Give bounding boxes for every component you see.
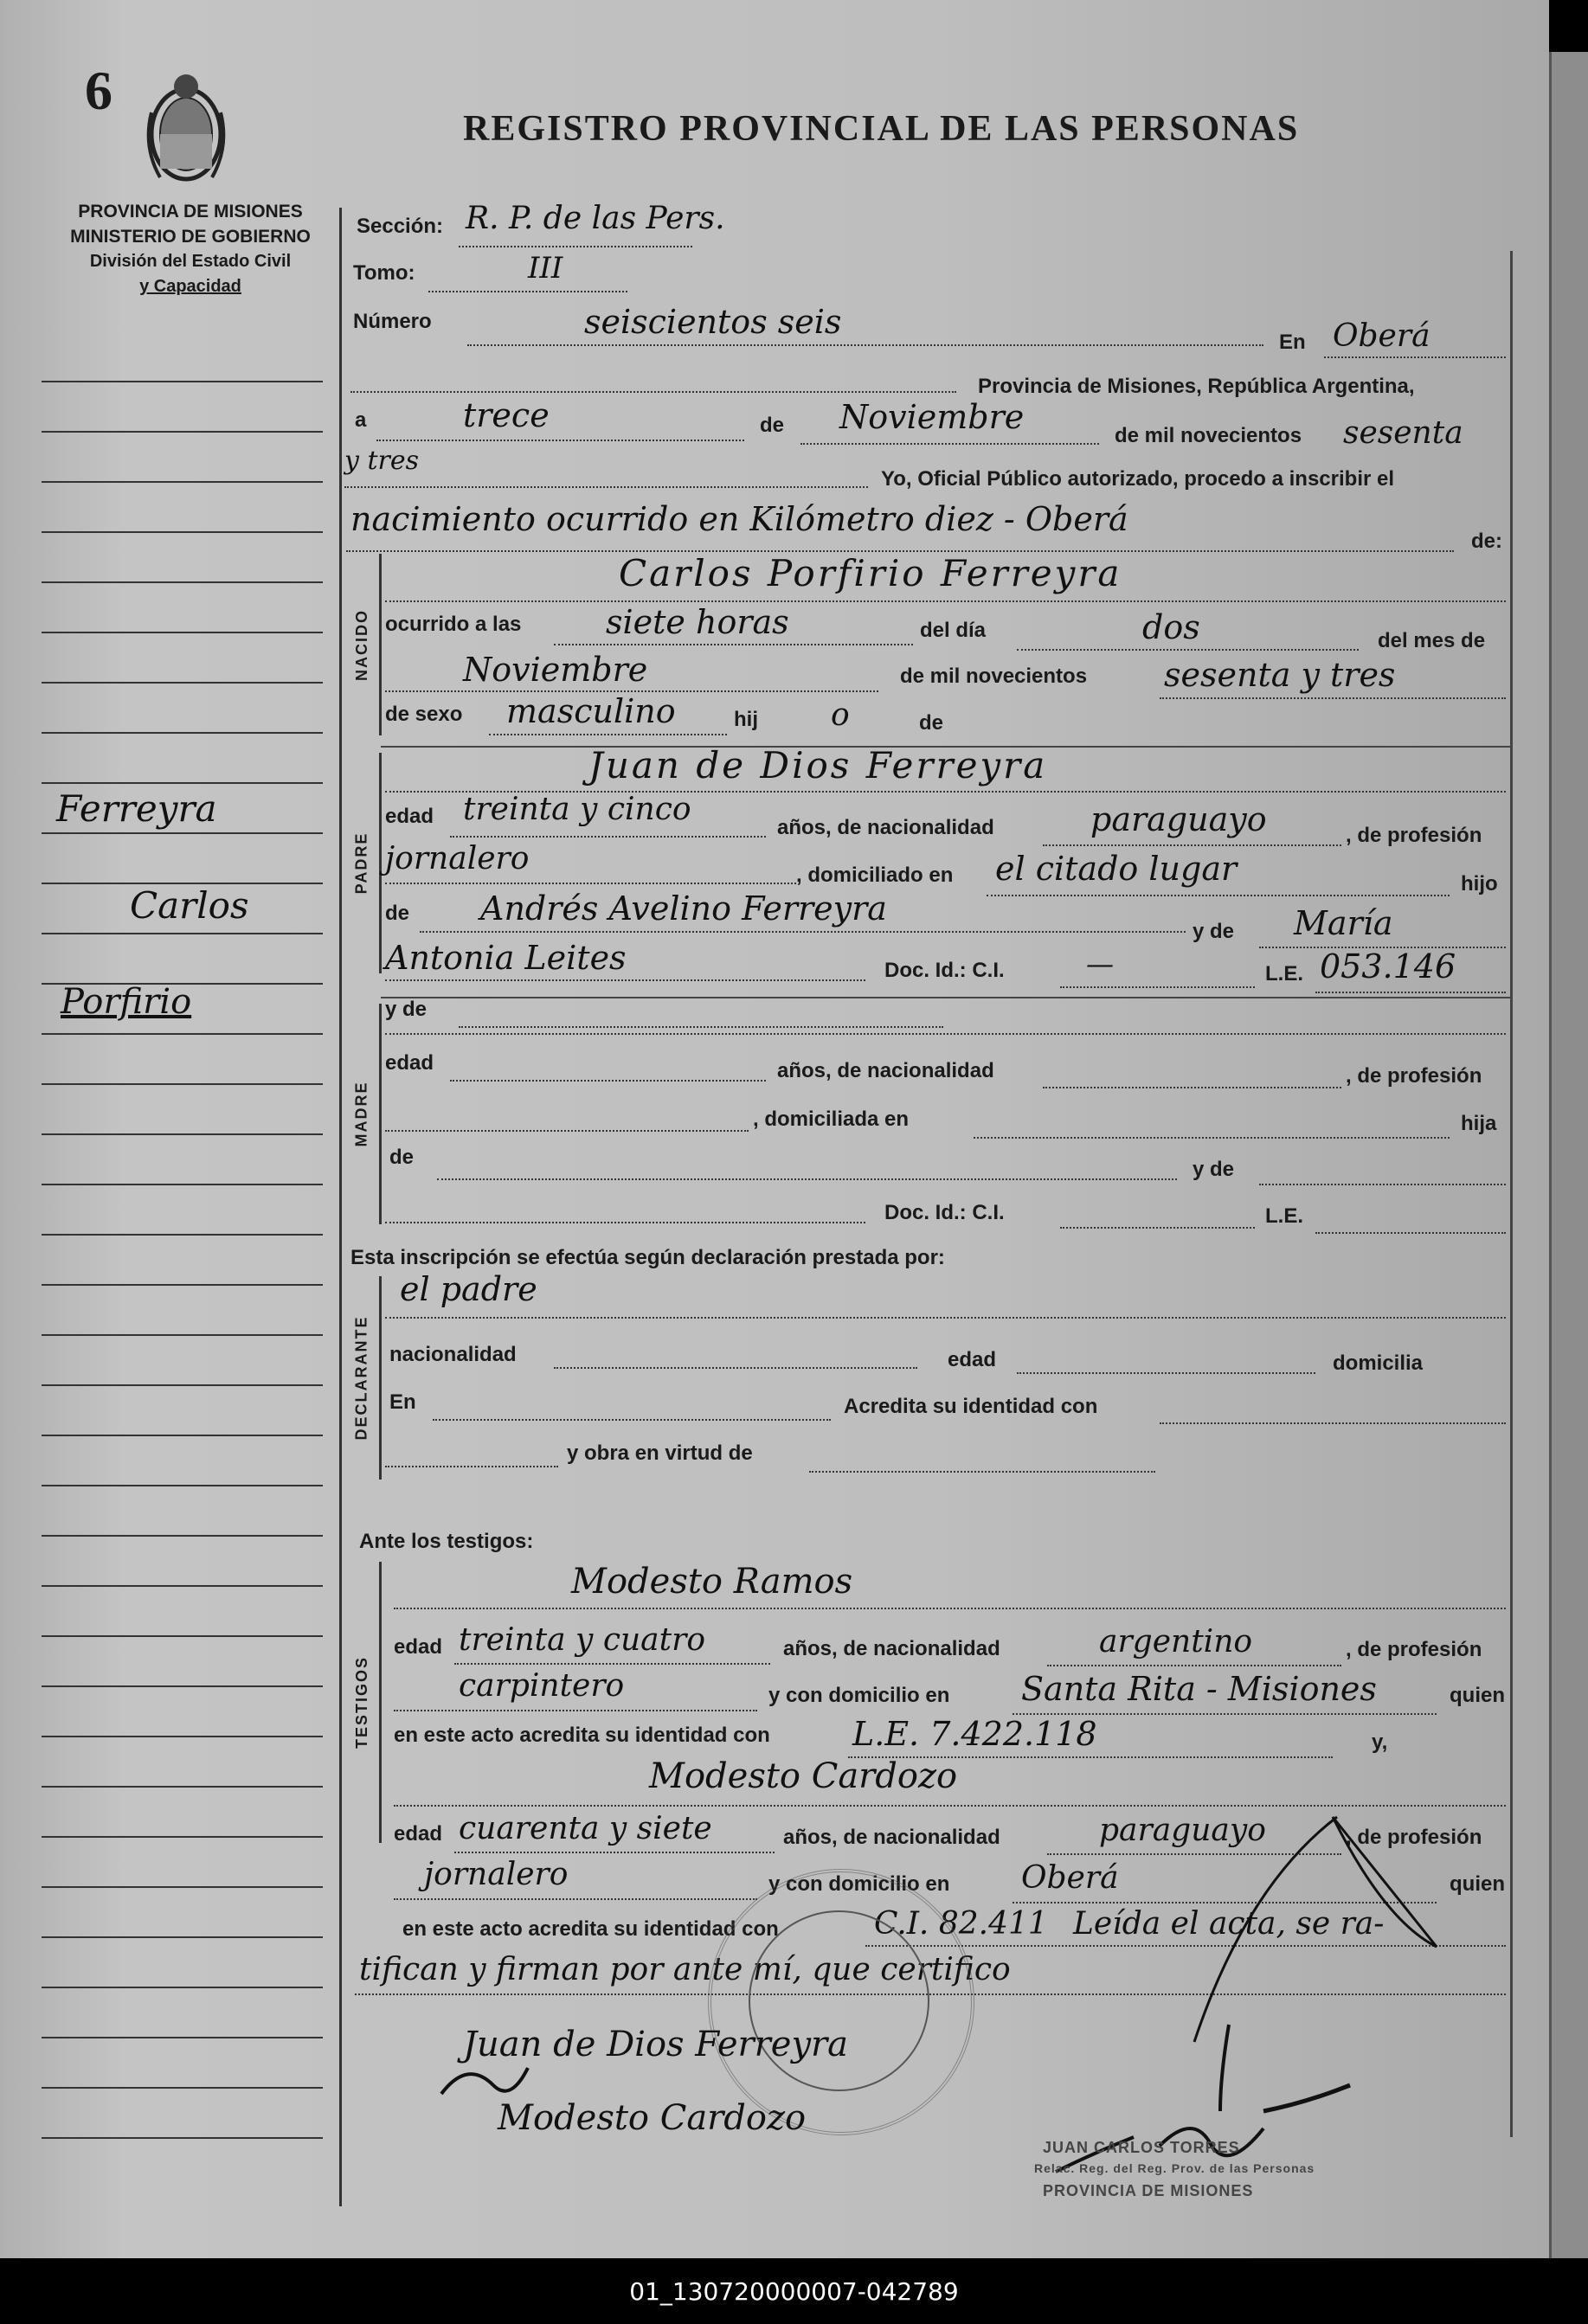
lugar-value: Oberá: [1333, 318, 1430, 354]
testigo2-nac: paraguayo: [1099, 1813, 1266, 1848]
dia-value: trece: [463, 396, 550, 434]
margin-rule: [42, 2037, 323, 2038]
cierre-linea2: tifican y firman por ante mí, que certifico: [359, 1952, 1011, 1987]
margin-rule: [42, 782, 323, 784]
margin-rule: [42, 1184, 323, 1185]
margin-rule: [42, 1886, 323, 1888]
margin-rule: [42, 1334, 323, 1336]
section-padre: PADRE: [352, 831, 370, 895]
testigo2-profesion: jornalero: [424, 1857, 569, 1892]
margin-rule: [42, 2137, 323, 2139]
declarante-dom-label: domicilia: [1333, 1351, 1424, 1375]
padre-profesion-value: jornalero: [385, 841, 530, 876]
ante-testigos-label: Ante los testigos:: [359, 1530, 534, 1553]
margin-rule: [42, 531, 323, 533]
tomo-value: III: [528, 251, 563, 286]
image-caption: 01_130720000007-042789: [629, 2277, 959, 2306]
signature-witness: Modesto Cardozo: [498, 2098, 807, 2138]
margin-surname: Ferreyra: [56, 787, 217, 830]
anio-b-value: y tres: [344, 446, 420, 476]
margin-rule: [42, 1786, 323, 1788]
margin-rule: [42, 1435, 323, 1436]
section-madre: MADRE: [352, 1081, 370, 1147]
margin-rule: [42, 933, 323, 934]
seccion-label: Sección:: [357, 215, 444, 238]
margin-middle-name: Porfirio: [61, 982, 192, 1022]
padre-y-de-label: y de: [1193, 920, 1235, 943]
mes-nac-value: Noviembre: [463, 651, 648, 689]
en-label: En: [1279, 331, 1306, 354]
padre-le-value: 053.146: [1320, 947, 1456, 985]
padre-domicilio-value: el citado lugar: [995, 850, 1238, 888]
testigo1-quien-label: quien: [1450, 1684, 1505, 1707]
margin-rule: [42, 632, 323, 633]
yo-oficial-label: Yo, Oficial Público autorizado, procedo a inscribir el: [881, 467, 1395, 491]
province-line: PROVINCIA DE MISIONES: [78, 202, 303, 221]
testigo2-edad: cuarenta y siete: [459, 1811, 712, 1846]
a-label: a: [355, 408, 367, 432]
margin-rule: [42, 581, 323, 583]
hija-label: hija: [1461, 1112, 1497, 1135]
padre-edad-label: edad: [385, 805, 434, 828]
margin-rule: [42, 1936, 323, 1938]
dia-nac-value: dos: [1142, 608, 1200, 646]
testigo1-edad-label: edad: [394, 1635, 443, 1659]
stamp-official-name: JUAN CARLOS TORRES: [1043, 2139, 1240, 2156]
del-dia-label: del día: [920, 619, 987, 642]
domiciliada-label: , domiciliada en: [753, 1107, 910, 1131]
testigo2-anos-label: años, de nacionalidad: [783, 1826, 1000, 1849]
book-spine-edge: [1549, 52, 1588, 2258]
margin-rule: [42, 682, 323, 684]
padre-prof-label: , de profesión: [1346, 824, 1482, 847]
margin-rule: [42, 1987, 323, 1988]
signature-strokes: [415, 1782, 1506, 2189]
margin-rule: [42, 1234, 323, 1236]
sexo-label: de sexo: [385, 703, 463, 726]
testigo1-nac: argentino: [1099, 1624, 1253, 1660]
section-nacido: NACIDO: [352, 608, 370, 681]
margin-rule: [42, 1836, 323, 1838]
madre-prof-label: , de profesión: [1346, 1064, 1482, 1088]
stamp-province: PROVINCIA DE MISIONES: [1043, 2182, 1254, 2199]
margin-rule: [42, 1635, 323, 1637]
declarante-edad-label: edad: [948, 1348, 997, 1371]
acredita-label: Acredita su identidad con: [844, 1395, 1098, 1418]
madre-doc-label: Doc. Id.: C.I.: [884, 1201, 1005, 1224]
madre-le-label: L.E.: [1265, 1204, 1304, 1228]
testigo2-acto-label: en este acto acredita su identidad con: [402, 1917, 779, 1941]
domiciliado-label: , domiciliado en: [796, 863, 954, 887]
seccion-value: R. P. de las Pers.: [466, 201, 725, 236]
testigo2-domicilio: Oberá: [1021, 1860, 1119, 1896]
madre-edad-label: edad: [385, 1051, 434, 1075]
testigo2-prof-label: , de profesión: [1346, 1826, 1482, 1849]
hijo-label: hijo: [1461, 872, 1498, 896]
margin-rule: [42, 1685, 323, 1687]
declarante-value: el padre: [400, 1270, 537, 1308]
y-comma-label: y,: [1372, 1730, 1388, 1754]
declarante-nac-label: nacionalidad: [389, 1343, 517, 1366]
section-testigos: TESTIGOS: [352, 1655, 370, 1749]
testigo1-acto-label: en este acto acredita su identidad con: [394, 1724, 770, 1747]
esta-inscripcion-label: Esta inscripción se efectúa según declaración prestada por:: [350, 1246, 945, 1269]
de-label-2: de: [919, 711, 944, 735]
testigo1-prof-label: , de profesión: [1346, 1638, 1482, 1661]
hecho-value: nacimiento ocurrido en Kilómetro diez - Oberá: [350, 500, 1128, 538]
padre-nac-value: paraguayo: [1090, 800, 1267, 838]
capacity-line: y Capacidad: [139, 277, 241, 296]
testigo1-profesion: carpintero: [459, 1668, 625, 1704]
anio-a-value: sesenta: [1343, 415, 1463, 451]
testigo2-quien-label: quien: [1450, 1872, 1505, 1896]
page-number: 6: [85, 60, 113, 121]
margin-rule: [42, 2087, 323, 2089]
hij-suffix-value: o: [831, 697, 850, 733]
margin-rule: [42, 732, 323, 734]
hora-value: siete horas: [606, 603, 789, 641]
declarante-en-label: En: [389, 1390, 416, 1414]
margin-rule: [42, 1485, 323, 1486]
numero-value: seiscientos seis: [584, 303, 842, 341]
testigo2-edad-label: edad: [394, 1822, 443, 1846]
signature-father: Juan de Dios Ferreyra: [463, 2025, 849, 2064]
coat-of-arms-icon: [138, 61, 234, 190]
padre-edad-value: treinta y cinco: [463, 792, 691, 827]
margin-rule: [42, 832, 323, 834]
de-label: de: [760, 414, 785, 437]
margin-rule: [42, 1083, 323, 1085]
padre-nombre-value: Juan de Dios Ferreyra: [588, 744, 1048, 786]
margin-rule: [42, 1736, 323, 1737]
sexo-value: masculino: [506, 692, 676, 730]
de-mil-label: de mil novecientos: [1115, 424, 1302, 447]
de-mil2-label: de mil novecientos: [900, 664, 1088, 688]
ocurrido-label: ocurrido a las: [385, 613, 522, 636]
madre-de-label: de: [389, 1146, 415, 1169]
margin-rule: [42, 1585, 323, 1587]
margin-first-name: Carlos: [130, 884, 249, 927]
margin-rule: [42, 1535, 323, 1537]
division-line: División del Estado Civil: [89, 252, 292, 271]
padre-de-value: Andrés Avelino Ferreyra: [480, 889, 887, 928]
padre-ci-value: —: [1086, 947, 1114, 980]
nombre-value: Carlos Porfirio Ferreyra: [619, 552, 1122, 594]
testigo2-dom-label: y con domicilio en: [768, 1872, 950, 1896]
madre-y-de-label: y de: [385, 998, 428, 1021]
testigo1-id: L.E. 7.422.118: [852, 1715, 1097, 1753]
stamp-official-role: Relac. Reg. del Reg. Prov. de las Personas: [1034, 2161, 1315, 2175]
mes-value: Noviembre: [839, 398, 1025, 436]
padre-madre-b-value: Antonia Leites: [385, 939, 627, 977]
testigo1-edad: treinta y cuatro: [459, 1622, 705, 1658]
margin-divider: [339, 208, 342, 2206]
del-mes-label: del mes de: [1378, 629, 1486, 652]
margin-rule: [42, 1033, 323, 1035]
margin-rule: [42, 1133, 323, 1135]
province-header: [48, 199, 333, 299]
padre-anos-label: años, de nacionalidad: [777, 816, 994, 839]
hij-label: hij: [734, 708, 758, 731]
margin-rule: [42, 481, 323, 483]
testigo1-anos-label: años, de nacionalidad: [783, 1637, 1000, 1660]
right-border: [1510, 251, 1513, 2137]
testigo1-dom-label: y con domicilio en: [768, 1684, 950, 1707]
ministry-line: MINISTERIO DE GOBIERNO: [70, 227, 311, 247]
numero-label: Número: [353, 310, 432, 333]
anio-nac-value: sesenta y tres: [1164, 656, 1396, 694]
padre-le-label: L.E.: [1265, 962, 1304, 985]
margin-rule: [42, 431, 323, 433]
tomo-label: Tomo:: [353, 261, 415, 285]
obra-label: y obra en virtud de: [567, 1441, 753, 1465]
margin-rule: [42, 1284, 323, 1286]
testigo2-id: C.I. 82.411: [874, 1906, 1048, 1942]
cierre-linea1: Leída el acta, se ra-: [1073, 1906, 1385, 1942]
margin-rule: [42, 1384, 323, 1386]
padre-doc-label: Doc. Id.: C.I.: [884, 959, 1005, 982]
margin-rule: [42, 381, 323, 382]
testigo1-domicilio: Santa Rita - Misiones: [1021, 1670, 1377, 1708]
madre-anos-label: años, de nacionalidad: [777, 1059, 994, 1082]
section-declarante: DECLARANTE: [352, 1315, 370, 1441]
de-colon-label: de:: [1471, 530, 1502, 553]
provincia-label: Provincia de Misiones, República Argentina,: [978, 375, 1415, 398]
padre-de-label: de: [385, 902, 410, 925]
testigo2-nombre: Modesto Cardozo: [649, 1756, 958, 1796]
page-title: REGISTRO PROVINCIAL DE LAS PERSONAS: [463, 109, 1300, 149]
testigo1-nombre: Modesto Ramos: [571, 1562, 853, 1602]
madre-y-de2-label: y de: [1193, 1158, 1235, 1181]
padre-madre-a-value: María: [1294, 904, 1393, 942]
